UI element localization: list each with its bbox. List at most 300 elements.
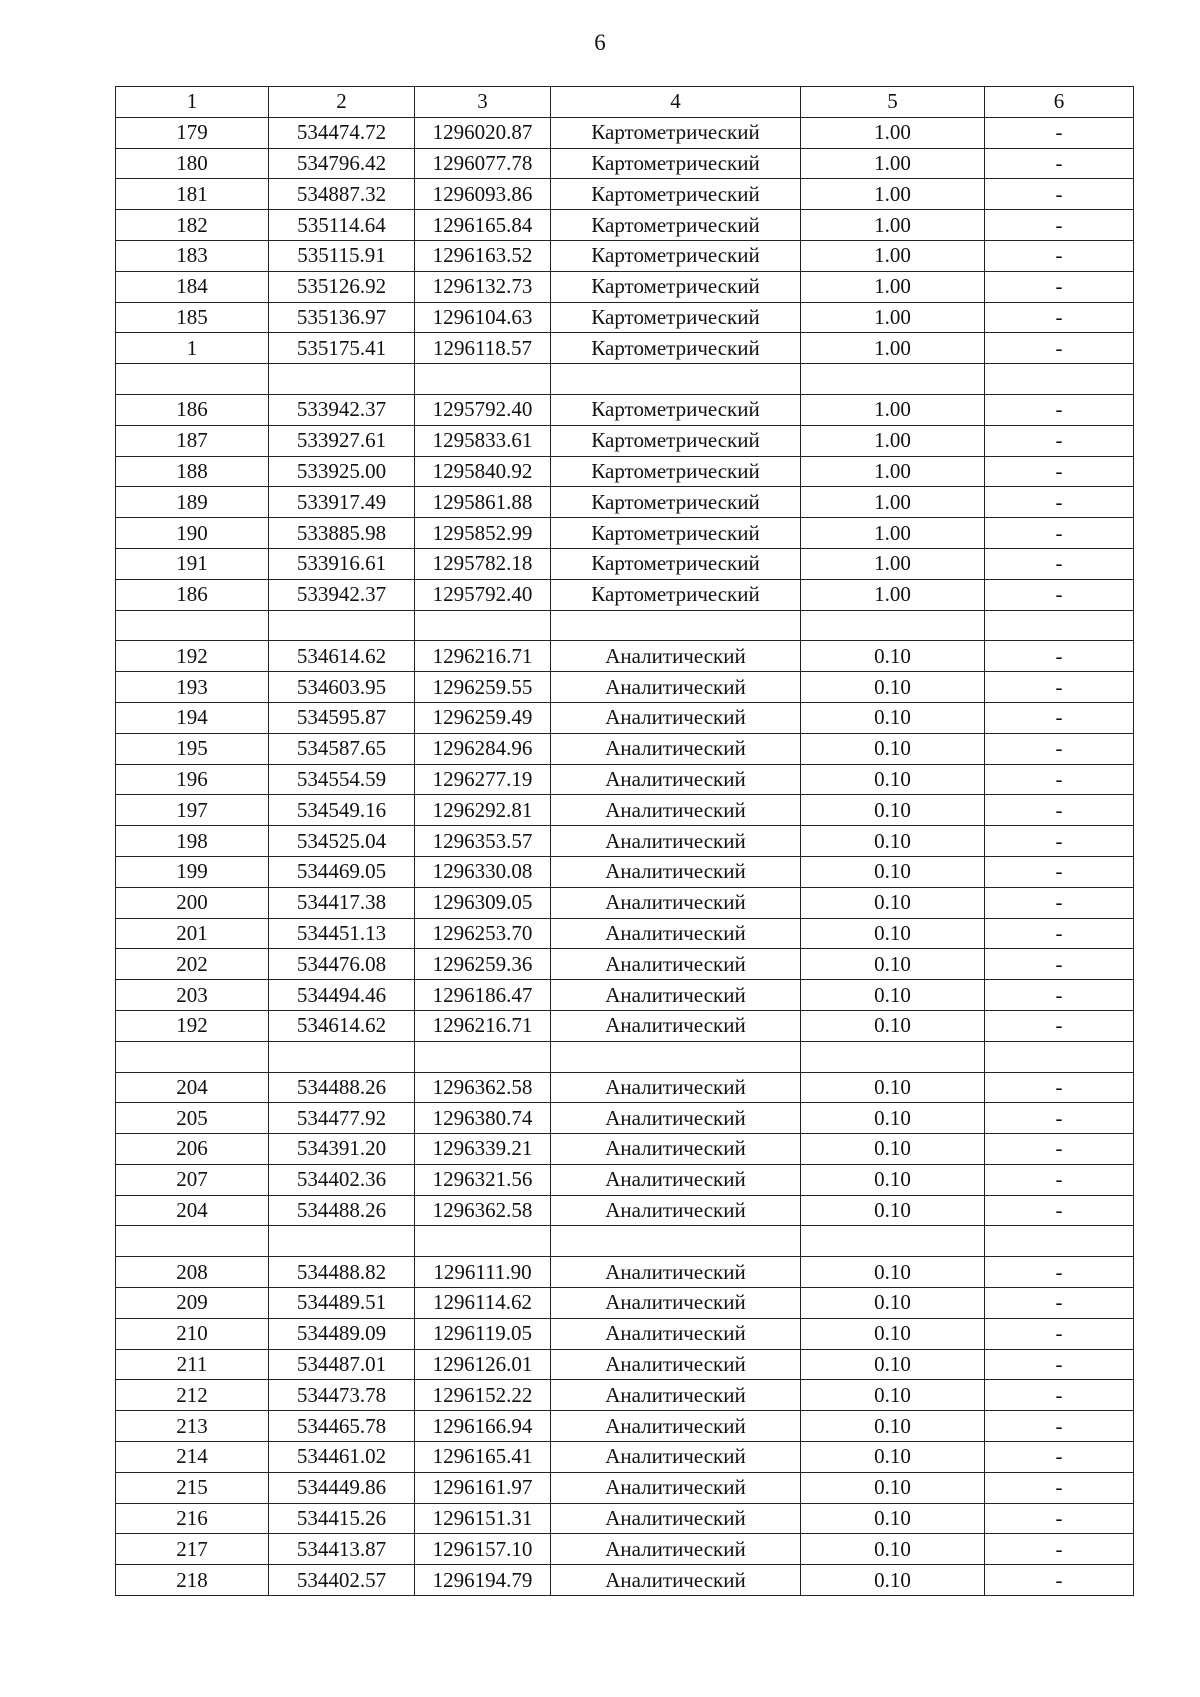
- point-number-cell: 187: [116, 425, 269, 456]
- note-cell: -: [985, 518, 1134, 549]
- y-coordinate-cell: 1296277.19: [415, 764, 551, 795]
- x-coordinate-cell: 533942.37: [269, 394, 415, 425]
- table-row: [116, 764, 1134, 795]
- point-number-cell: 218: [116, 1565, 269, 1596]
- method-cell: Картометрический: [551, 333, 801, 364]
- method-cell: Картометрический: [551, 117, 801, 148]
- accuracy-cell: 1.00: [801, 425, 985, 456]
- y-coordinate-cell: 1296186.47: [415, 980, 551, 1011]
- point-number-cell: 216: [116, 1503, 269, 1534]
- column-header: 1: [116, 87, 269, 118]
- y-coordinate-cell: 1296161.97: [415, 1472, 551, 1503]
- method-cell: Аналитический: [551, 887, 801, 918]
- accuracy-cell: 0.10: [801, 672, 985, 703]
- point-number-cell: 211: [116, 1349, 269, 1380]
- method-cell: Аналитический: [551, 672, 801, 703]
- method-cell: Аналитический: [551, 1257, 801, 1288]
- table-row: [116, 795, 1134, 826]
- y-coordinate-cell: 1296166.94: [415, 1411, 551, 1442]
- y-coordinate-cell: 1296321.56: [415, 1164, 551, 1195]
- point-number-cell: 198: [116, 826, 269, 857]
- accuracy-cell: 1.00: [801, 271, 985, 302]
- note-cell: -: [985, 1257, 1134, 1288]
- note-cell: -: [985, 733, 1134, 764]
- y-coordinate-cell: [415, 1226, 551, 1257]
- x-coordinate-cell: 534489.51: [269, 1288, 415, 1319]
- accuracy-cell: 0.10: [801, 980, 985, 1011]
- accuracy-cell: 0.10: [801, 887, 985, 918]
- method-cell: Аналитический: [551, 641, 801, 672]
- column-header: 2: [269, 87, 415, 118]
- x-coordinate-cell: 534417.38: [269, 887, 415, 918]
- x-coordinate-cell: 533885.98: [269, 518, 415, 549]
- x-coordinate-cell: 534796.42: [269, 148, 415, 179]
- table-row: [116, 333, 1134, 364]
- method-cell: Картометрический: [551, 148, 801, 179]
- method-cell: [551, 610, 801, 641]
- accuracy-cell: 0.10: [801, 1565, 985, 1596]
- table-row: [116, 148, 1134, 179]
- x-coordinate-cell: [269, 1226, 415, 1257]
- accuracy-cell: 0.10: [801, 1103, 985, 1134]
- accuracy-cell: 1.00: [801, 179, 985, 210]
- method-cell: Картометрический: [551, 548, 801, 579]
- table-row: [116, 702, 1134, 733]
- point-number-cell: 204: [116, 1072, 269, 1103]
- accuracy-cell: 0.10: [801, 1134, 985, 1165]
- note-cell: -: [985, 1103, 1134, 1134]
- point-number-cell: 209: [116, 1288, 269, 1319]
- point-number-cell: 200: [116, 887, 269, 918]
- point-number-cell: 195: [116, 733, 269, 764]
- y-coordinate-cell: 1296194.79: [415, 1565, 551, 1596]
- x-coordinate-cell: 534461.02: [269, 1442, 415, 1473]
- note-cell: -: [985, 487, 1134, 518]
- method-cell: Картометрический: [551, 271, 801, 302]
- method-cell: Аналитический: [551, 1103, 801, 1134]
- table-row: [116, 487, 1134, 518]
- method-cell: Картометрический: [551, 456, 801, 487]
- x-coordinate-cell: 534525.04: [269, 826, 415, 857]
- accuracy-cell: 0.10: [801, 1010, 985, 1041]
- accuracy-cell: [801, 1041, 985, 1072]
- note-cell: -: [985, 548, 1134, 579]
- x-coordinate-cell: 535136.97: [269, 302, 415, 333]
- table-row: [116, 1010, 1134, 1041]
- method-cell: Аналитический: [551, 1072, 801, 1103]
- y-coordinate-cell: 1296362.58: [415, 1195, 551, 1226]
- method-cell: Картометрический: [551, 179, 801, 210]
- x-coordinate-cell: [269, 610, 415, 641]
- y-coordinate-cell: 1296216.71: [415, 1010, 551, 1041]
- method-cell: Аналитический: [551, 856, 801, 887]
- point-number-cell: 188: [116, 456, 269, 487]
- y-coordinate-cell: 1296157.10: [415, 1534, 551, 1565]
- method-cell: Аналитический: [551, 1534, 801, 1565]
- table-row: [116, 1503, 1134, 1534]
- note-cell: -: [985, 1134, 1134, 1165]
- point-number-cell: 192: [116, 641, 269, 672]
- note-cell: -: [985, 1195, 1134, 1226]
- method-cell: Картометрический: [551, 425, 801, 456]
- y-coordinate-cell: 1296259.36: [415, 949, 551, 980]
- table-row: [116, 394, 1134, 425]
- accuracy-cell: 0.10: [801, 826, 985, 857]
- table-row: [116, 1472, 1134, 1503]
- x-coordinate-cell: 534415.26: [269, 1503, 415, 1534]
- method-cell: Аналитический: [551, 1318, 801, 1349]
- point-number-cell: 199: [116, 856, 269, 887]
- accuracy-cell: 0.10: [801, 1349, 985, 1380]
- method-cell: Картометрический: [551, 302, 801, 333]
- table-row: [116, 641, 1134, 672]
- x-coordinate-cell: 535114.64: [269, 210, 415, 241]
- method-cell: Картометрический: [551, 579, 801, 610]
- table-row: [116, 1041, 1134, 1072]
- point-number-cell: 217: [116, 1534, 269, 1565]
- x-coordinate-cell: 534476.08: [269, 949, 415, 980]
- note-cell: -: [985, 1380, 1134, 1411]
- note-cell: -: [985, 1472, 1134, 1503]
- y-coordinate-cell: 1296077.78: [415, 148, 551, 179]
- note-cell: [985, 364, 1134, 395]
- method-cell: Аналитический: [551, 1565, 801, 1596]
- table-row: [116, 210, 1134, 241]
- point-number-cell: 197: [116, 795, 269, 826]
- point-number-cell: 181: [116, 179, 269, 210]
- accuracy-cell: 0.10: [801, 733, 985, 764]
- point-number-cell: 186: [116, 394, 269, 425]
- table-row: [116, 733, 1134, 764]
- accuracy-cell: 1.00: [801, 456, 985, 487]
- point-number-cell: 207: [116, 1164, 269, 1195]
- point-number-cell: [116, 610, 269, 641]
- note-cell: [985, 1041, 1134, 1072]
- x-coordinate-cell: 534474.72: [269, 117, 415, 148]
- note-cell: -: [985, 1072, 1134, 1103]
- y-coordinate-cell: 1296152.22: [415, 1380, 551, 1411]
- table-row: [116, 302, 1134, 333]
- table-row: [116, 1534, 1134, 1565]
- accuracy-cell: 1.00: [801, 579, 985, 610]
- y-coordinate-cell: 1296165.84: [415, 210, 551, 241]
- table-row: [116, 672, 1134, 703]
- point-number-cell: 196: [116, 764, 269, 795]
- note-cell: [985, 610, 1134, 641]
- point-number-cell: 203: [116, 980, 269, 1011]
- note-cell: -: [985, 1164, 1134, 1195]
- method-cell: Аналитический: [551, 918, 801, 949]
- y-coordinate-cell: 1296114.62: [415, 1288, 551, 1319]
- note-cell: -: [985, 702, 1134, 733]
- point-number-cell: 179: [116, 117, 269, 148]
- method-cell: Картометрический: [551, 394, 801, 425]
- accuracy-cell: 0.10: [801, 1442, 985, 1473]
- x-coordinate-cell: 533925.00: [269, 456, 415, 487]
- accuracy-cell: 0.10: [801, 949, 985, 980]
- x-coordinate-cell: 533917.49: [269, 487, 415, 518]
- method-cell: Аналитический: [551, 1472, 801, 1503]
- method-cell: Аналитический: [551, 1349, 801, 1380]
- method-cell: Аналитический: [551, 1380, 801, 1411]
- note-cell: -: [985, 641, 1134, 672]
- y-coordinate-cell: 1295782.18: [415, 548, 551, 579]
- accuracy-cell: 0.10: [801, 795, 985, 826]
- method-cell: Аналитический: [551, 1195, 801, 1226]
- x-coordinate-cell: 535126.92: [269, 271, 415, 302]
- x-coordinate-cell: [269, 1041, 415, 1072]
- note-cell: -: [985, 887, 1134, 918]
- point-number-cell: 214: [116, 1442, 269, 1473]
- table-row: [116, 548, 1134, 579]
- note-cell: -: [985, 579, 1134, 610]
- accuracy-cell: 0.10: [801, 1318, 985, 1349]
- y-coordinate-cell: 1296151.31: [415, 1503, 551, 1534]
- table-row: [116, 1257, 1134, 1288]
- y-coordinate-cell: 1295852.99: [415, 518, 551, 549]
- accuracy-cell: 1.00: [801, 240, 985, 271]
- accuracy-cell: 0.10: [801, 1380, 985, 1411]
- x-coordinate-cell: 534477.92: [269, 1103, 415, 1134]
- table-row: [116, 610, 1134, 641]
- note-cell: -: [985, 918, 1134, 949]
- table-row: [116, 179, 1134, 210]
- table-row: [116, 1318, 1134, 1349]
- method-cell: Картометрический: [551, 487, 801, 518]
- table-row: [116, 949, 1134, 980]
- method-cell: Аналитический: [551, 826, 801, 857]
- y-coordinate-cell: 1296126.01: [415, 1349, 551, 1380]
- x-coordinate-cell: 534595.87: [269, 702, 415, 733]
- y-coordinate-cell: [415, 1041, 551, 1072]
- method-cell: [551, 1226, 801, 1257]
- method-cell: Аналитический: [551, 1411, 801, 1442]
- method-cell: Картометрический: [551, 210, 801, 241]
- table-row: [116, 1380, 1134, 1411]
- y-coordinate-cell: 1296132.73: [415, 271, 551, 302]
- y-coordinate-cell: 1296253.70: [415, 918, 551, 949]
- accuracy-cell: 0.10: [801, 1503, 985, 1534]
- note-cell: -: [985, 764, 1134, 795]
- accuracy-cell: 1.00: [801, 548, 985, 579]
- point-number-cell: [116, 1041, 269, 1072]
- accuracy-cell: 1.00: [801, 117, 985, 148]
- note-cell: -: [985, 856, 1134, 887]
- x-coordinate-cell: 534494.46: [269, 980, 415, 1011]
- x-coordinate-cell: 534473.78: [269, 1380, 415, 1411]
- table-row: [116, 271, 1134, 302]
- y-coordinate-cell: 1296330.08: [415, 856, 551, 887]
- table-row: [116, 1349, 1134, 1380]
- point-number-cell: 191: [116, 548, 269, 579]
- y-coordinate-cell: 1295792.40: [415, 394, 551, 425]
- coordinates-table: [115, 86, 1134, 1596]
- x-coordinate-cell: 534489.09: [269, 1318, 415, 1349]
- x-coordinate-cell: 534402.57: [269, 1565, 415, 1596]
- accuracy-cell: 0.10: [801, 856, 985, 887]
- x-coordinate-cell: 533927.61: [269, 425, 415, 456]
- point-number-cell: 202: [116, 949, 269, 980]
- point-number-cell: [116, 364, 269, 395]
- y-coordinate-cell: [415, 364, 551, 395]
- method-cell: Аналитический: [551, 980, 801, 1011]
- accuracy-cell: 0.10: [801, 1195, 985, 1226]
- y-coordinate-cell: 1296362.58: [415, 1072, 551, 1103]
- note-cell: -: [985, 333, 1134, 364]
- table-row: [116, 117, 1134, 148]
- table-row: [116, 826, 1134, 857]
- table-row: [116, 1103, 1134, 1134]
- table-row: [116, 1164, 1134, 1195]
- y-coordinate-cell: 1296093.86: [415, 179, 551, 210]
- point-number-cell: 212: [116, 1380, 269, 1411]
- y-coordinate-cell: 1296353.57: [415, 826, 551, 857]
- point-number-cell: 213: [116, 1411, 269, 1442]
- point-number-cell: 210: [116, 1318, 269, 1349]
- x-coordinate-cell: 535115.91: [269, 240, 415, 271]
- y-coordinate-cell: 1296309.05: [415, 887, 551, 918]
- method-cell: [551, 364, 801, 395]
- x-coordinate-cell: 534413.87: [269, 1534, 415, 1565]
- note-cell: -: [985, 826, 1134, 857]
- page-number: 6: [594, 30, 606, 55]
- y-coordinate-cell: 1296119.05: [415, 1318, 551, 1349]
- accuracy-cell: 0.10: [801, 1411, 985, 1442]
- table-row: [116, 918, 1134, 949]
- y-coordinate-cell: 1296284.96: [415, 733, 551, 764]
- x-coordinate-cell: 534391.20: [269, 1134, 415, 1165]
- y-coordinate-cell: 1295833.61: [415, 425, 551, 456]
- point-number-cell: 204: [116, 1195, 269, 1226]
- x-coordinate-cell: 534587.65: [269, 733, 415, 764]
- y-coordinate-cell: [415, 610, 551, 641]
- table-header-row: [116, 87, 1134, 118]
- x-coordinate-cell: 534549.16: [269, 795, 415, 826]
- table-row: [116, 1072, 1134, 1103]
- point-number-cell: 184: [116, 271, 269, 302]
- table-row: [116, 364, 1134, 395]
- x-coordinate-cell: 534451.13: [269, 918, 415, 949]
- note-cell: -: [985, 425, 1134, 456]
- method-cell: Аналитический: [551, 733, 801, 764]
- accuracy-cell: [801, 364, 985, 395]
- method-cell: Аналитический: [551, 1134, 801, 1165]
- table-row: [116, 1195, 1134, 1226]
- note-cell: -: [985, 1411, 1134, 1442]
- table-row: [116, 1442, 1134, 1473]
- note-cell: -: [985, 980, 1134, 1011]
- point-number-cell: 201: [116, 918, 269, 949]
- method-cell: Картометрический: [551, 518, 801, 549]
- note-cell: -: [985, 1565, 1134, 1596]
- accuracy-cell: 0.10: [801, 1072, 985, 1103]
- table-row: [116, 240, 1134, 271]
- table-row: [116, 1411, 1134, 1442]
- y-coordinate-cell: 1296339.21: [415, 1134, 551, 1165]
- note-cell: -: [985, 672, 1134, 703]
- point-number-cell: 185: [116, 302, 269, 333]
- accuracy-cell: 1.00: [801, 394, 985, 425]
- y-coordinate-cell: 1295840.92: [415, 456, 551, 487]
- accuracy-cell: [801, 610, 985, 641]
- point-number-cell: 189: [116, 487, 269, 518]
- table-row: [116, 856, 1134, 887]
- y-coordinate-cell: 1296259.55: [415, 672, 551, 703]
- note-cell: -: [985, 302, 1134, 333]
- note-cell: -: [985, 949, 1134, 980]
- x-coordinate-cell: 534488.26: [269, 1072, 415, 1103]
- note-cell: -: [985, 240, 1134, 271]
- accuracy-cell: 0.10: [801, 1257, 985, 1288]
- x-coordinate-cell: 534488.82: [269, 1257, 415, 1288]
- table-row: [116, 518, 1134, 549]
- y-coordinate-cell: 1295792.40: [415, 579, 551, 610]
- note-cell: -: [985, 1288, 1134, 1319]
- accuracy-cell: 0.10: [801, 1472, 985, 1503]
- point-number-cell: 182: [116, 210, 269, 241]
- table-body: [116, 117, 1134, 1595]
- note-cell: -: [985, 1318, 1134, 1349]
- method-cell: Аналитический: [551, 1164, 801, 1195]
- accuracy-cell: 0.10: [801, 1164, 985, 1195]
- x-coordinate-cell: 533942.37: [269, 579, 415, 610]
- method-cell: Картометрический: [551, 240, 801, 271]
- method-cell: Аналитический: [551, 1503, 801, 1534]
- y-coordinate-cell: 1296111.90: [415, 1257, 551, 1288]
- table-row: [116, 579, 1134, 610]
- table-row: [116, 980, 1134, 1011]
- table-row: [116, 1134, 1134, 1165]
- table-row: [116, 887, 1134, 918]
- method-cell: Аналитический: [551, 795, 801, 826]
- note-cell: -: [985, 1349, 1134, 1380]
- y-coordinate-cell: 1296104.63: [415, 302, 551, 333]
- point-number-cell: 186: [116, 579, 269, 610]
- y-coordinate-cell: 1296165.41: [415, 1442, 551, 1473]
- x-coordinate-cell: 534603.95: [269, 672, 415, 703]
- x-coordinate-cell: 534887.32: [269, 179, 415, 210]
- x-coordinate-cell: 534614.62: [269, 641, 415, 672]
- point-number-cell: 180: [116, 148, 269, 179]
- method-cell: Аналитический: [551, 949, 801, 980]
- point-number-cell: 1: [116, 333, 269, 364]
- table-row: [116, 456, 1134, 487]
- note-cell: -: [985, 271, 1134, 302]
- note-cell: -: [985, 179, 1134, 210]
- accuracy-cell: 1.00: [801, 518, 985, 549]
- point-number-cell: 192: [116, 1010, 269, 1041]
- note-cell: [985, 1226, 1134, 1257]
- note-cell: -: [985, 1442, 1134, 1473]
- x-coordinate-cell: 534469.05: [269, 856, 415, 887]
- column-header: 6: [985, 87, 1134, 118]
- accuracy-cell: 0.10: [801, 918, 985, 949]
- y-coordinate-cell: 1296020.87: [415, 117, 551, 148]
- accuracy-cell: 0.10: [801, 702, 985, 733]
- method-cell: Аналитический: [551, 702, 801, 733]
- x-coordinate-cell: 534402.36: [269, 1164, 415, 1195]
- accuracy-cell: 1.00: [801, 487, 985, 518]
- table-row: [116, 425, 1134, 456]
- accuracy-cell: [801, 1226, 985, 1257]
- column-header: 5: [801, 87, 985, 118]
- note-cell: -: [985, 1010, 1134, 1041]
- y-coordinate-cell: 1296118.57: [415, 333, 551, 364]
- table-row: [116, 1288, 1134, 1319]
- accuracy-cell: 1.00: [801, 302, 985, 333]
- note-cell: -: [985, 394, 1134, 425]
- accuracy-cell: 1.00: [801, 333, 985, 364]
